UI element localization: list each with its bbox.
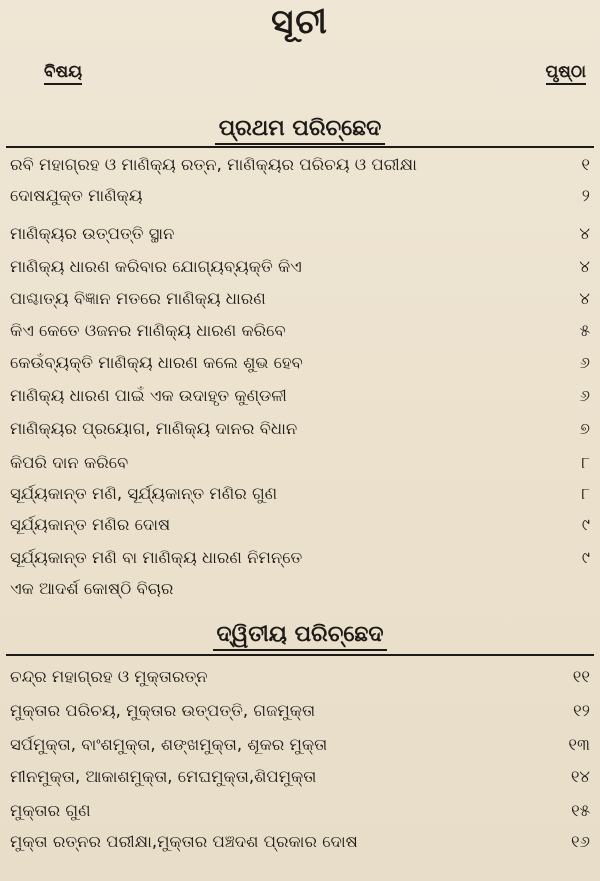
toc-entry-title: ପାଶ୍ଚାତ୍ୟ ବିଜ୍ଞାନ ମତରେ ମାଣିକ୍ୟ ଧାରଣ — [10, 289, 266, 308]
toc-entry-page: ୮ — [581, 453, 590, 472]
toc-entry[interactable] — [10, 829, 590, 855]
toc-entry-title: ମୀନମୁକ୍ତା, ଆକାଶମୁକ୍ତା, ମେଘମୁକ୍ତା,ଶିପମୁକ୍ତା — [10, 767, 317, 786]
toc-entry-page: ୧୩ — [568, 735, 590, 754]
toc-entry[interactable] — [10, 183, 590, 209]
toc-entry-title: ରବି ମହାଗ୍ରହ ଓ ମାଣିକ୍ୟ ରତ୍ନ, ମାଣିକ୍ୟର ପରିଚୟ ଓ ପରୀକ୍ଷା — [10, 155, 417, 174]
toc-entry[interactable] — [10, 576, 590, 602]
toc-entry-page: ୧ — [581, 155, 590, 174]
toc-entry[interactable] — [10, 152, 590, 178]
toc-entry-title: ଦୋଷଯୁକ୍ତ ମାଣିକ୍ୟ — [10, 186, 143, 205]
toc-entry-title: ମୁକ୍ତାର ପରିଚୟ, ମୁକ୍ତାର ଉତ୍ପତ୍ତି, ଗଜମୁକ୍ତା — [10, 701, 316, 720]
toc-entry-page: ୧୪ — [570, 767, 590, 786]
toc-entry-title: ସୂର୍ଯ୍ୟକାନ୍ତ ମଣି ବା ମାଣିକ୍ୟ ଧାରଣ ନିମନ୍ତେ — [10, 548, 303, 567]
toc-entry-title: ମାଣିକ୍ୟର ପ୍ରୟୋଗ, ମାଣିକ୍ୟ ଦାନର ବିଧାନ — [10, 419, 298, 438]
toc-entry-page: ୪ — [579, 224, 590, 243]
toc-entry-page: ୫ — [579, 321, 590, 340]
toc-entry[interactable] — [10, 545, 590, 571]
toc-entry[interactable] — [10, 383, 590, 409]
toc-entry-title: ମାଣିକ୍ୟ ଧାରଣ ପାଇଁ ଏକ ଉଦାହୃତ କୁଣ୍ଡଳୀ — [10, 386, 287, 405]
toc-entry[interactable] — [10, 416, 590, 442]
toc-entry[interactable] — [10, 481, 590, 507]
toc-entry[interactable] — [10, 286, 590, 312]
toc-entry-title: ସର୍ପମୁକ୍ତା, ବାଂଶମୁକ୍ତା, ଶଙ୍ଖମୁକ୍ତା, ଶୂକର ମୁକ୍ତା — [10, 735, 328, 754]
toc-entry-page: ୯ — [581, 515, 590, 534]
toc-entry[interactable] — [10, 221, 590, 247]
toc-entry-title: ମୁକ୍ତାର ଗୁଣ — [10, 801, 91, 820]
toc-entry[interactable] — [10, 732, 590, 758]
toc-entry-title: କିଏ କେତେ ଓଜନର ମାଣିକ୍ୟ ଧାରଣ କରିବେ — [10, 321, 286, 340]
toc-entry-page: ୧୬ — [571, 832, 590, 851]
toc-entry-title: ଏକ ଆଦର୍ଶ କୋଷ୍ଠି ବିଚାର — [10, 579, 174, 598]
section-heading-2-label: ଦ୍ୱିତୀୟ ପରିଚ୍ଛେଦ — [213, 622, 388, 651]
toc-entry[interactable] — [10, 764, 590, 790]
toc-entry-page: ୭ — [579, 419, 590, 438]
toc-entry-page: ୧୨ — [573, 701, 590, 720]
toc-entry[interactable] — [10, 664, 590, 690]
toc-entry-page: ୮ — [581, 484, 590, 503]
toc-entry-title: କିପରି ଦାନ କରିବେ — [10, 453, 129, 472]
section-heading-1 — [0, 116, 600, 141]
toc-entry-title: କେଉଁବ୍ୟକ୍ତି ମାଣିକ୍ୟ ଧାରଣ କଲେ ଶୁଭ ହେବ — [10, 353, 303, 372]
toc-entry-page: ୯ — [581, 548, 590, 567]
toc-entry-title: ଚନ୍ଦ୍ର ମହାଗ୍ରହ ଓ ମୁକ୍ତାରତ୍ନ — [10, 667, 208, 686]
toc-entry-page: ୧୧ — [572, 667, 590, 686]
section-heading-1-label: ପ୍ରଥମ ପରିଚ୍ଛେଦ — [215, 116, 386, 145]
section-heading-2 — [0, 622, 600, 647]
toc-entry[interactable] — [10, 798, 590, 824]
toc-entry[interactable] — [10, 450, 590, 476]
toc-entry-title: ମାଣିକ୍ୟ ଧାରଣ କରିବାର ଯୋଗ୍ୟବ୍ୟକ୍ତି କିଏ — [10, 257, 302, 276]
toc-entry-page: ୨ — [581, 186, 590, 205]
page-title: ସୂଚୀ — [271, 2, 329, 42]
column-header-page-label: ପୃଷ୍ଠା — [546, 62, 586, 85]
column-header-page — [546, 62, 586, 82]
toc-entry-title: ମୁକ୍ତା ରତ୍ନର ପରୀକ୍ଷା,ମୁକ୍ତାର ପଞ୍ଚଦଶ ପ୍ରକାର ଦୋଷ — [10, 832, 358, 851]
toc-entry-page: ୧୫ — [571, 801, 590, 820]
toc-entry[interactable] — [10, 254, 590, 280]
section-1-rule — [6, 146, 594, 148]
toc-entry[interactable] — [10, 512, 590, 538]
toc-entry-title: ସୂର୍ଯ୍ୟକାନ୍ତ ମଣିର ଦୋଷ — [10, 515, 171, 534]
section-2-rule — [6, 654, 594, 656]
toc-entry-title: ସୂର୍ଯ୍ୟକାନ୍ତ ମଣି, ସୂର୍ଯ୍ୟକାନ୍ତ ମଣିର ଗୁଣ — [10, 484, 278, 503]
toc-entry-page: ୬ — [579, 386, 590, 405]
toc-entry[interactable] — [10, 698, 590, 724]
toc-entry[interactable] — [10, 350, 590, 376]
toc-entry-title: ମାଣିକ୍ୟର ଉତ୍ପତ୍ତି ସ୍ଥାନ — [10, 224, 175, 243]
column-header-subject-label: ବିଷୟ — [44, 62, 82, 85]
column-header-subject — [44, 62, 82, 82]
toc-entry-page: ୪ — [579, 257, 590, 276]
toc-entry-page: ୪ — [579, 289, 590, 308]
toc-entry-page: ୬ — [579, 353, 590, 372]
toc-entry[interactable] — [10, 318, 590, 344]
